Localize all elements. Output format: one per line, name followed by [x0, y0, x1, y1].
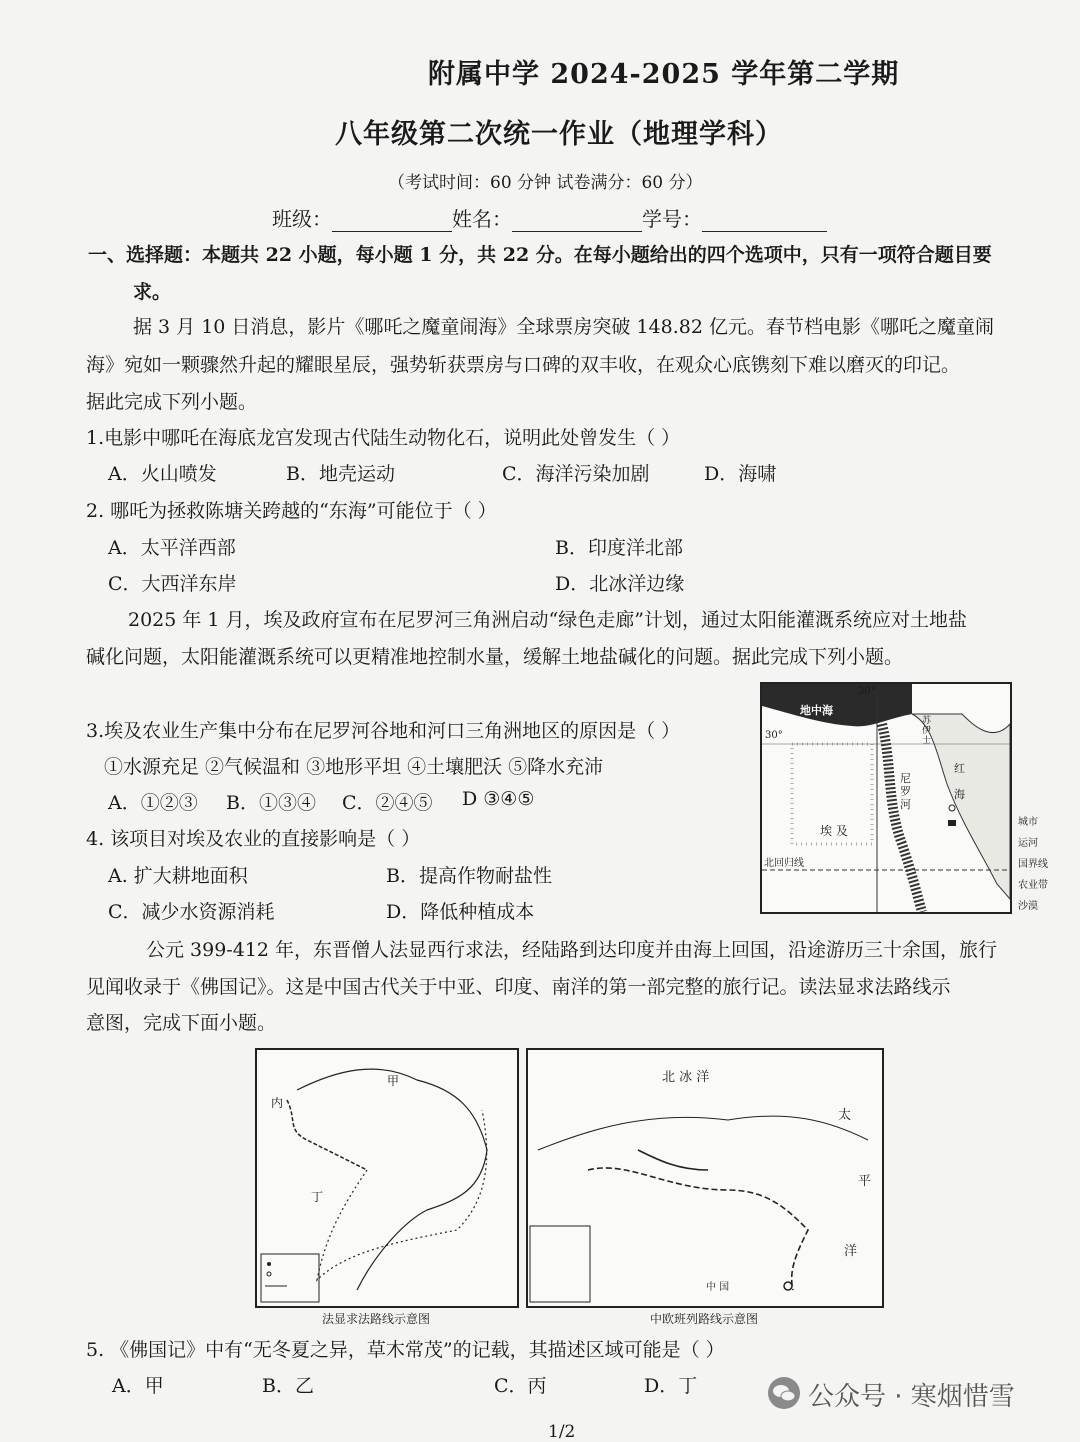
school-year-title: 附属中学 2024-2025 学年第二学期: [428, 59, 900, 90]
arctic-ocean-label: 北 冰 洋: [662, 1070, 710, 1085]
agriculture-belt: [882, 724, 922, 912]
pacific-label-2: 平: [858, 1174, 872, 1189]
red-sea-label: 红 海: [954, 762, 965, 801]
q1-option-b[interactable]: B．地壳运动: [286, 463, 395, 485]
q1-stem: 1.电影中哪吒在海底龙宫发现古代陆生动物化石，说明此处曾发生（ ）: [86, 427, 681, 449]
section1-heading-line2: 求。: [133, 281, 172, 303]
china-label: 中 国: [706, 1282, 730, 1293]
lon-label: 30°: [858, 686, 876, 697]
egypt-map: [760, 682, 1012, 914]
q3-stem: 3.埃及农业生产集中分布在尼罗河谷地和河口三角洲地区的原因是（ ）: [86, 720, 681, 742]
q4-option-b[interactable]: B．提高作物耐盐性: [386, 865, 552, 887]
passage1-line3: 据此完成下列小题。: [86, 391, 258, 413]
legend-desert: 沙漠: [1018, 901, 1038, 912]
passage3-line3: 意图，完成下面小题。: [86, 1012, 277, 1034]
rail-branch: [638, 1150, 708, 1170]
legend-border: 国界线: [1018, 859, 1048, 870]
q2-stem: 2. 哪吒为拯救陈塘关跨越的“东海”可能位于（ ）: [86, 500, 497, 522]
page-number: 1/2: [548, 1422, 576, 1442]
china-city-marker: [784, 1282, 792, 1290]
country-label: 埃 及: [820, 824, 848, 838]
label-nei: 内: [271, 1096, 284, 1110]
q2-option-a[interactable]: A．太平洋西部: [108, 537, 236, 559]
section1-heading-line1: 一、选择题：本题共 22 小题，每小题 1 分，共 22 分。在每小题给出的四个选项中，只有一项符合题目要: [88, 244, 992, 266]
q5-stem: 5. 《佛国记》中有“无冬夏之异，草木常茂”的记载，其描述区域可能是（ ）: [86, 1339, 725, 1361]
passage3-line2: 见闻收录于《佛国记》。这是中国古代关于中亚、印度、南洋的第一部完整的旅行记。读法显求法路线示: [86, 976, 951, 998]
label-jia: 甲: [387, 1074, 400, 1088]
name-label: 姓名：: [452, 207, 512, 231]
sea-label: 地中海: [800, 704, 833, 717]
name-blank[interactable]: [512, 213, 642, 232]
q1-option-a[interactable]: A．火山喷发: [108, 463, 217, 485]
q4-option-d[interactable]: D．降低种植成本: [386, 901, 535, 923]
student-info-row: [272, 203, 827, 232]
q5-option-b[interactable]: B．乙: [262, 1375, 314, 1397]
exam-info: （考试时间：60 分钟 试卷满分：60 分）: [388, 173, 703, 193]
q3-option-a[interactable]: A．①②③: [108, 792, 198, 814]
label-ding: 丁: [311, 1190, 324, 1204]
q3-option-c[interactable]: C．②④⑤: [342, 792, 433, 814]
q1-option-d[interactable]: D．海啸: [704, 463, 777, 485]
q2-option-d[interactable]: D．北冰洋边缘: [555, 573, 685, 595]
q3-option-b[interactable]: B．①③④: [226, 792, 316, 814]
passage2-line1: 2025 年 1 月，埃及政府宣布在尼罗河三角洲启动“绿色走廊”计划，通过太阳能灌溉系统应对土地盐: [128, 609, 967, 631]
rail-route: [588, 1168, 808, 1290]
rail-map-svg: [528, 1050, 882, 1306]
q4-option-a[interactable]: A. 扩大耕地面积: [108, 865, 248, 887]
land-route: [287, 1100, 367, 1170]
tropic-label: 北回归线: [764, 858, 804, 869]
q5-option-c[interactable]: C．丙: [494, 1375, 547, 1397]
q3-option-d[interactable]: D ③④⑤: [462, 788, 535, 810]
china-europe-rail-map: [526, 1048, 884, 1308]
north-coast: [538, 1116, 868, 1150]
legend-box: [261, 1254, 319, 1302]
legend-city: 城市: [1018, 817, 1038, 828]
id-label: 学号：: [642, 207, 702, 231]
q2-option-b[interactable]: B．印度洋北部: [555, 537, 683, 559]
pacific-label-3: 洋: [844, 1244, 858, 1259]
q4-option-c[interactable]: C．减少水资源消耗: [108, 901, 275, 923]
rail-legend-box: [530, 1226, 590, 1302]
mediterranean-sea: [762, 684, 912, 726]
canal-label: 苏 伊 士: [922, 716, 932, 746]
faxian-map-caption: 法显求法路线示意图: [322, 1312, 431, 1326]
legend-agriculture: 农业带: [1018, 880, 1048, 891]
passage1-line2: 海》宛如一颗骤然升起的耀眼星辰，强势斩获票房与口碑的双丰收，在观众心底镌刻下难以磨灭的印记。: [86, 354, 961, 376]
legend-agri-icon: [948, 820, 956, 826]
lat-label: 30°: [765, 730, 783, 741]
passage3-line1: 公元 399-412 年，东晋僧人法显西行求法，经陆路到达印度并由海上回国，沿途游历三十余国，旅行: [146, 939, 998, 961]
pacific-label-1: 太: [838, 1108, 852, 1123]
q5-option-d[interactable]: D．丁: [644, 1375, 698, 1397]
faxian-route-map: [255, 1048, 519, 1308]
egypt-map-svg: [762, 684, 1010, 912]
wechat-icon: [768, 1377, 800, 1409]
q1-option-c[interactable]: C．海洋污染加剧: [502, 463, 650, 485]
q2-option-c[interactable]: C．大西洋东岸: [108, 573, 237, 595]
passage2-line2: 碱化问题，太阳能灌溉系统可以更精准地控制水量，缓解土地盐碱化的问题。据此完成下列小题。: [86, 646, 904, 668]
nile-label: 尼 罗 河: [900, 772, 911, 811]
rail-map-caption: 中欧班列路线示意图: [650, 1312, 759, 1326]
legend-circle: [267, 1272, 271, 1276]
legend-dot: [267, 1262, 271, 1266]
watermark-text: 公众号 · 寒烟惜雪: [808, 1382, 1015, 1412]
id-blank[interactable]: [702, 213, 827, 232]
legend-canal: 运河: [1018, 838, 1038, 849]
page-title: 八年级第二次统一作业（地理学科）: [335, 119, 783, 150]
coastline: [297, 1069, 487, 1290]
q4-stem: 4. 该项目对埃及农业的直接影响是（ ）: [86, 828, 421, 850]
wechat-icon-glyph: [768, 1377, 800, 1409]
class-blank[interactable]: [332, 213, 452, 232]
q5-option-a[interactable]: A．甲: [112, 1375, 164, 1397]
passage1-line1: 据 3 月 10 日消息，影片《哪吒之魔童闹海》全球票房突破 148.82 亿元。春节档电影《哪吒之魔童闹: [133, 316, 994, 338]
q3-statements: ①水源充足 ②气候温和 ③地形平坦 ④土壤肥沃 ⑤降水充沛: [104, 756, 604, 778]
egypt-map-legend: [1018, 812, 1048, 917]
class-label: 班级：: [272, 207, 332, 231]
